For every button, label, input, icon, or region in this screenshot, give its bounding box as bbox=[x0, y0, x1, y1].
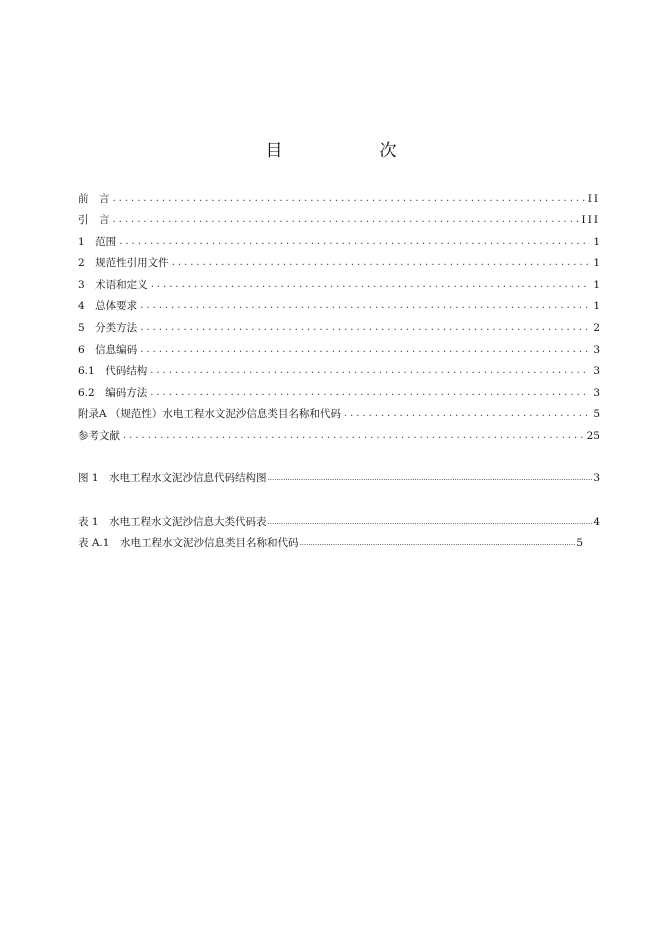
dot-leader bbox=[268, 470, 593, 486]
toc-entry-page: 25 bbox=[586, 430, 600, 442]
dot-leader bbox=[150, 385, 590, 401]
toc-entry-code-structure[interactable] bbox=[78, 363, 600, 379]
toc-entry-page: 1 bbox=[593, 236, 600, 248]
page-title: 目 次 bbox=[265, 141, 437, 161]
dot-leader bbox=[119, 234, 590, 250]
toc-entry-page: 5 bbox=[593, 408, 600, 420]
list-of-figures-entry[interactable] bbox=[78, 470, 600, 486]
toc-entry-page: 3 bbox=[593, 365, 600, 377]
figure-entry-page: 3 bbox=[593, 472, 600, 484]
toc-entry-label: 前 言 bbox=[78, 193, 110, 205]
list-of-tables-entry[interactable] bbox=[78, 535, 583, 551]
toc-entry-label: 参考文献 bbox=[78, 430, 120, 442]
toc-entry-page: II bbox=[587, 193, 600, 205]
toc-entry-label: 5 分类方法 bbox=[78, 322, 138, 334]
toc-entry-label: 2 规范性引用文件 bbox=[78, 257, 169, 269]
toc-entry-page: 3 bbox=[593, 344, 600, 356]
toc-entry-label: 1 范围 bbox=[78, 236, 117, 248]
toc-entry-coding[interactable] bbox=[78, 342, 600, 358]
dot-leader bbox=[268, 514, 593, 530]
toc-entry-page: 1 bbox=[593, 300, 600, 312]
toc-entry-classification[interactable] bbox=[78, 320, 600, 336]
toc-entry-label: 4 总体要求 bbox=[78, 300, 138, 312]
dot-leader bbox=[123, 428, 584, 444]
toc-entry-foreword[interactable] bbox=[78, 191, 600, 207]
dot-leader bbox=[172, 255, 591, 271]
toc-entry-label: 3 术语和定义 bbox=[78, 279, 148, 291]
toc-entry-label: 附录A （规范性）水电工程水文泥沙信息类目名称和代码 bbox=[78, 408, 341, 420]
dot-leader bbox=[113, 212, 579, 228]
table-entry-page: 4 bbox=[593, 516, 600, 528]
list-of-tables-entry[interactable] bbox=[78, 514, 600, 530]
toc-entry-page: 3 bbox=[593, 387, 600, 399]
dot-leader bbox=[150, 363, 590, 379]
dot-leader bbox=[140, 298, 590, 314]
toc-entry-page: 2 bbox=[593, 322, 600, 334]
toc-entry-scope[interactable] bbox=[78, 234, 600, 250]
toc-entry-page: 1 bbox=[593, 257, 600, 269]
dot-leader bbox=[344, 406, 590, 422]
toc-entry-page: 1 bbox=[593, 279, 600, 291]
toc-entry-label: 6.1 代码结构 bbox=[78, 365, 148, 377]
toc-entry-terms[interactable] bbox=[78, 277, 600, 293]
toc-entry-label: 6 信息编码 bbox=[78, 344, 138, 356]
table-entry-label: 表 A.1 水电工程水文泥沙信息类目名称和代码 bbox=[78, 537, 299, 549]
toc-entry-general-requirements[interactable] bbox=[78, 298, 600, 314]
toc-entry-label: 6.2 编码方法 bbox=[78, 387, 148, 399]
dot-leader bbox=[113, 191, 585, 207]
dot-leader bbox=[140, 342, 590, 358]
table-entry-label: 表 1 水电工程水文泥沙信息大类代码表 bbox=[78, 516, 267, 528]
figure-entry-label: 图 1 水电工程水文泥沙信息代码结构图 bbox=[78, 472, 267, 484]
toc-entry-appendix-a[interactable] bbox=[78, 406, 600, 422]
toc-entry-bibliography[interactable] bbox=[78, 428, 600, 444]
table-entry-page: 5 bbox=[576, 537, 583, 549]
toc-entry-introduction[interactable] bbox=[78, 212, 600, 228]
toc-entry-page: III bbox=[581, 214, 600, 226]
dot-leader bbox=[140, 320, 590, 336]
toc-entry-normative-references[interactable] bbox=[78, 255, 600, 271]
dot-leader bbox=[299, 535, 575, 551]
toc-entry-coding-method[interactable] bbox=[78, 385, 600, 401]
dot-leader bbox=[151, 277, 591, 293]
toc-entry-label: 引 言 bbox=[78, 214, 110, 226]
